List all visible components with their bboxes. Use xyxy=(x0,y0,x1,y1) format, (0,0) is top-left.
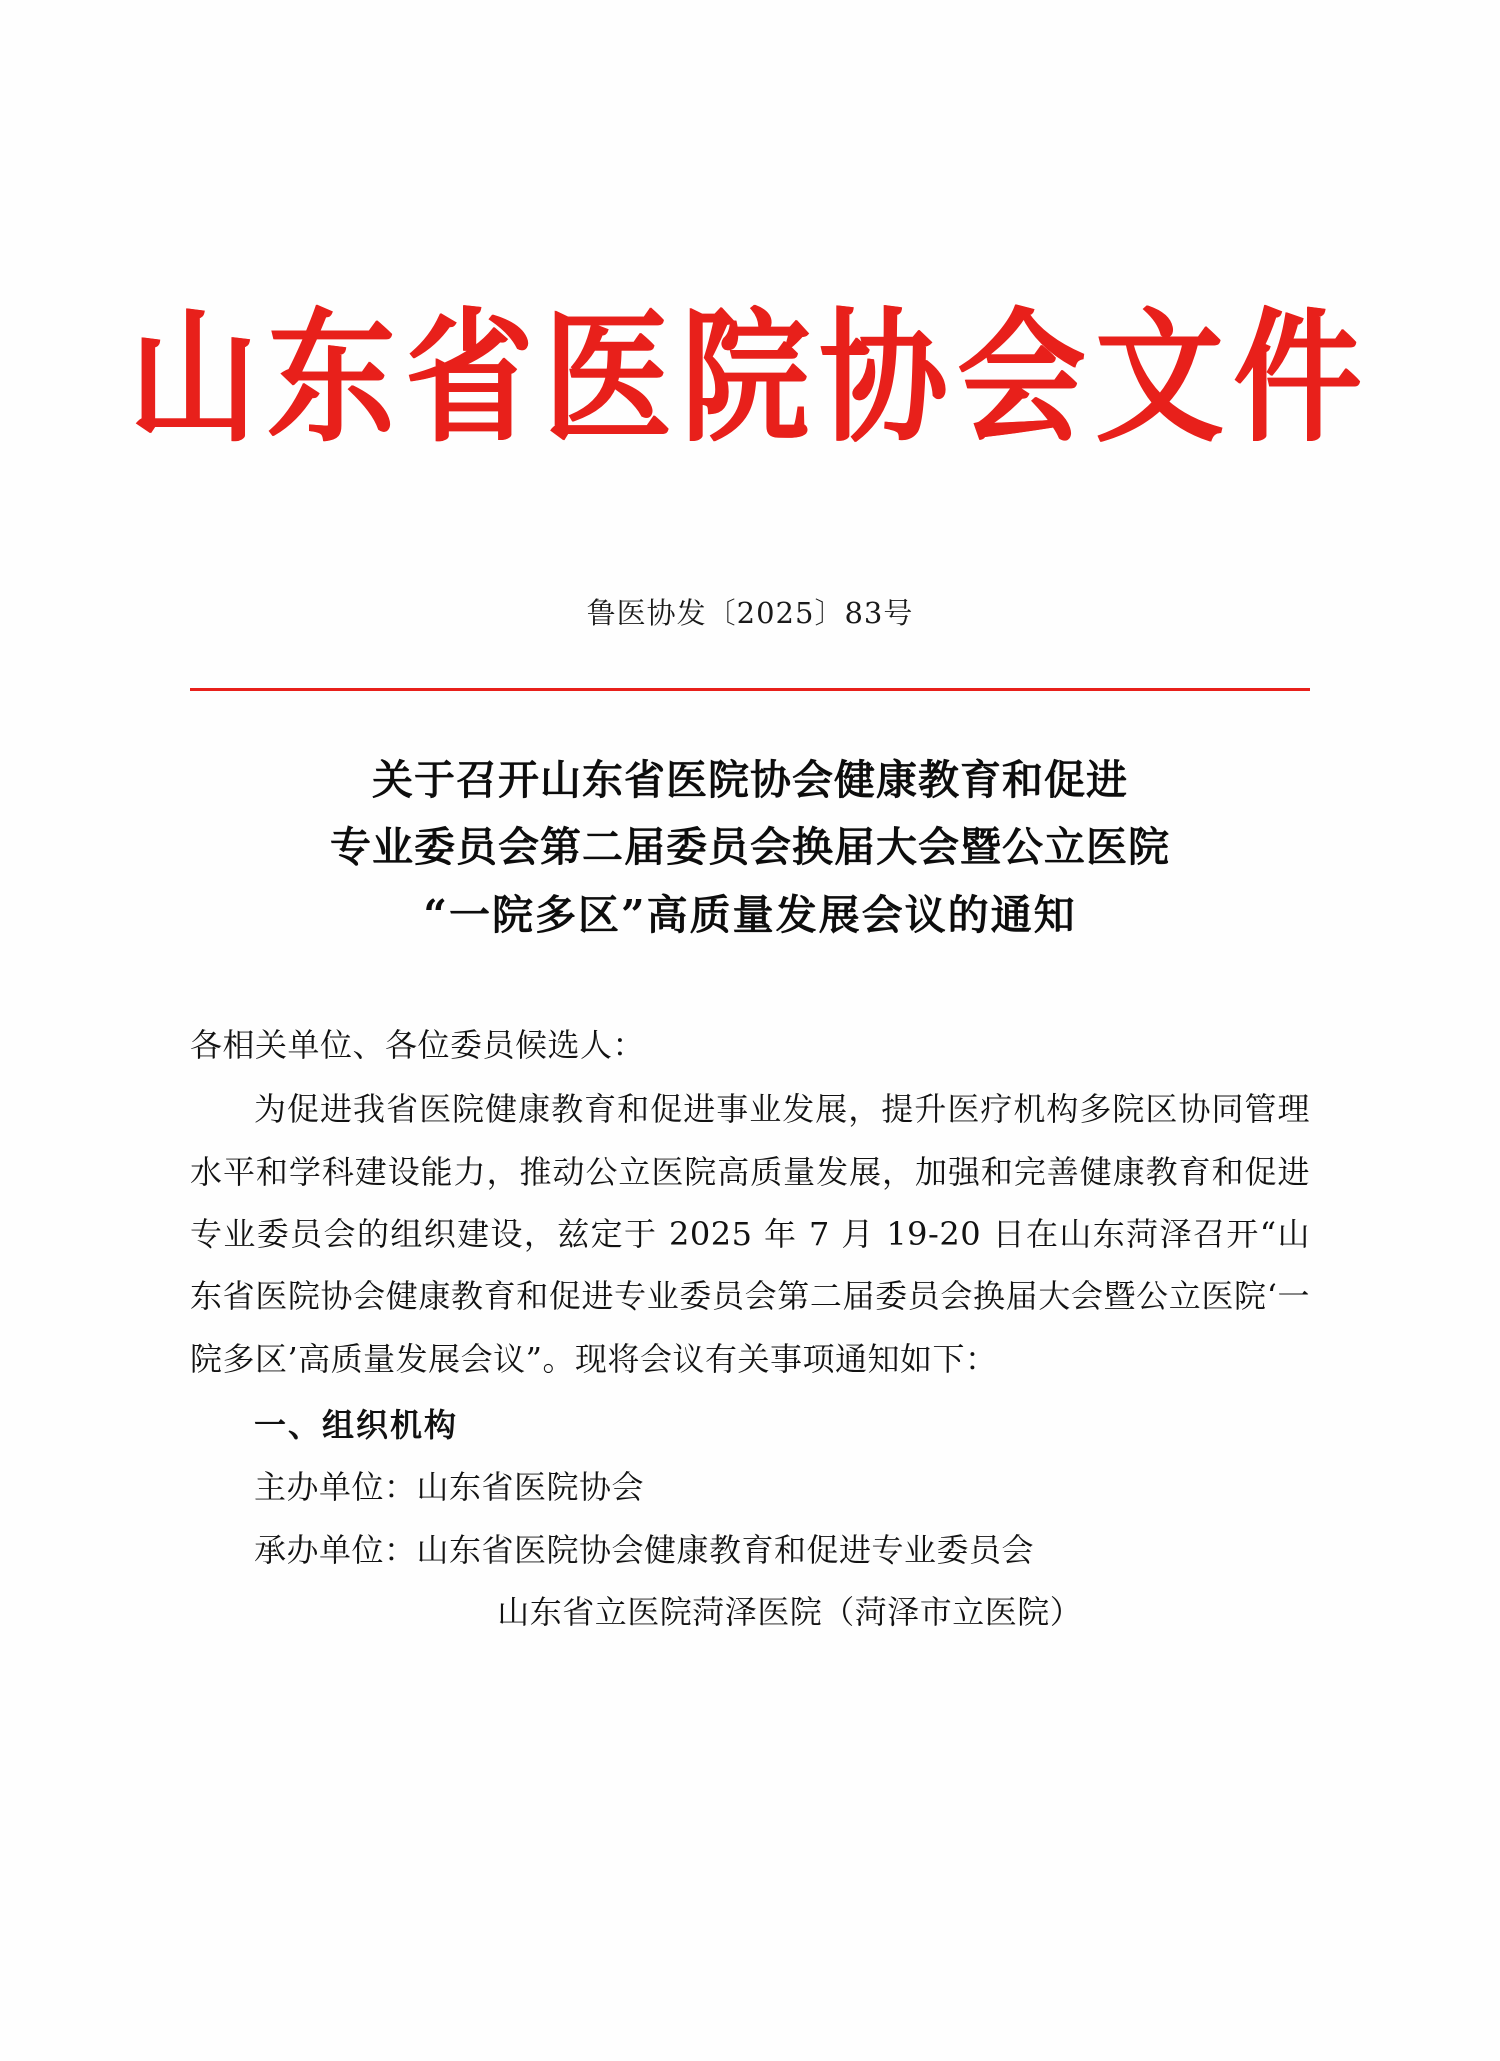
organizer-line: 主办单位：山东省医院协会 xyxy=(254,1468,645,1507)
title-line-2: 专业委员会第二届委员会换届大会暨公立医院 xyxy=(330,823,1170,872)
title-line-3: “一院多区”高质量发展会议的通知 xyxy=(423,891,1077,940)
masthead xyxy=(0,0,1500,463)
section-heading-organization: 一、组织机构 xyxy=(254,1406,459,1445)
salutation: 各相关单位、各位委员候选人： xyxy=(190,1025,646,1064)
red-divider-rule xyxy=(190,688,1310,691)
body-paragraph-1: 为促进我省医院健康教育和促进事业发展，提升医疗机构多院区协同管理水平和学科建设能力，推动公立医院高质量发展，加强和完善健康教育和促进专业委员会的组织建设，兹定于 2025 年 7 月 19-20 日在山东菏泽召开“山东省医院协会健康教育和促进专业委员会第二届委员会换届大会暨公立医院‘一院多区’高质量发展会议”。现将会议有关事项通知如下： xyxy=(190,1090,1310,1378)
co-organizer-line: 承办单位：山东省医院协会健康教育和促进专业委员会 xyxy=(254,1530,1035,1569)
document-title xyxy=(190,747,1310,950)
co-organizer-line-secondary: 山东省立医院菏泽医院（菏泽市立医院） xyxy=(497,1593,1083,1632)
masthead-title: 山东省医院协会文件 xyxy=(128,294,1371,463)
document-body xyxy=(190,1014,1310,1644)
document-number: 鲁医协发〔2025〕83号 xyxy=(586,595,914,630)
title-line-1: 关于召开山东省医院协会健康教育和促进 xyxy=(372,755,1128,804)
